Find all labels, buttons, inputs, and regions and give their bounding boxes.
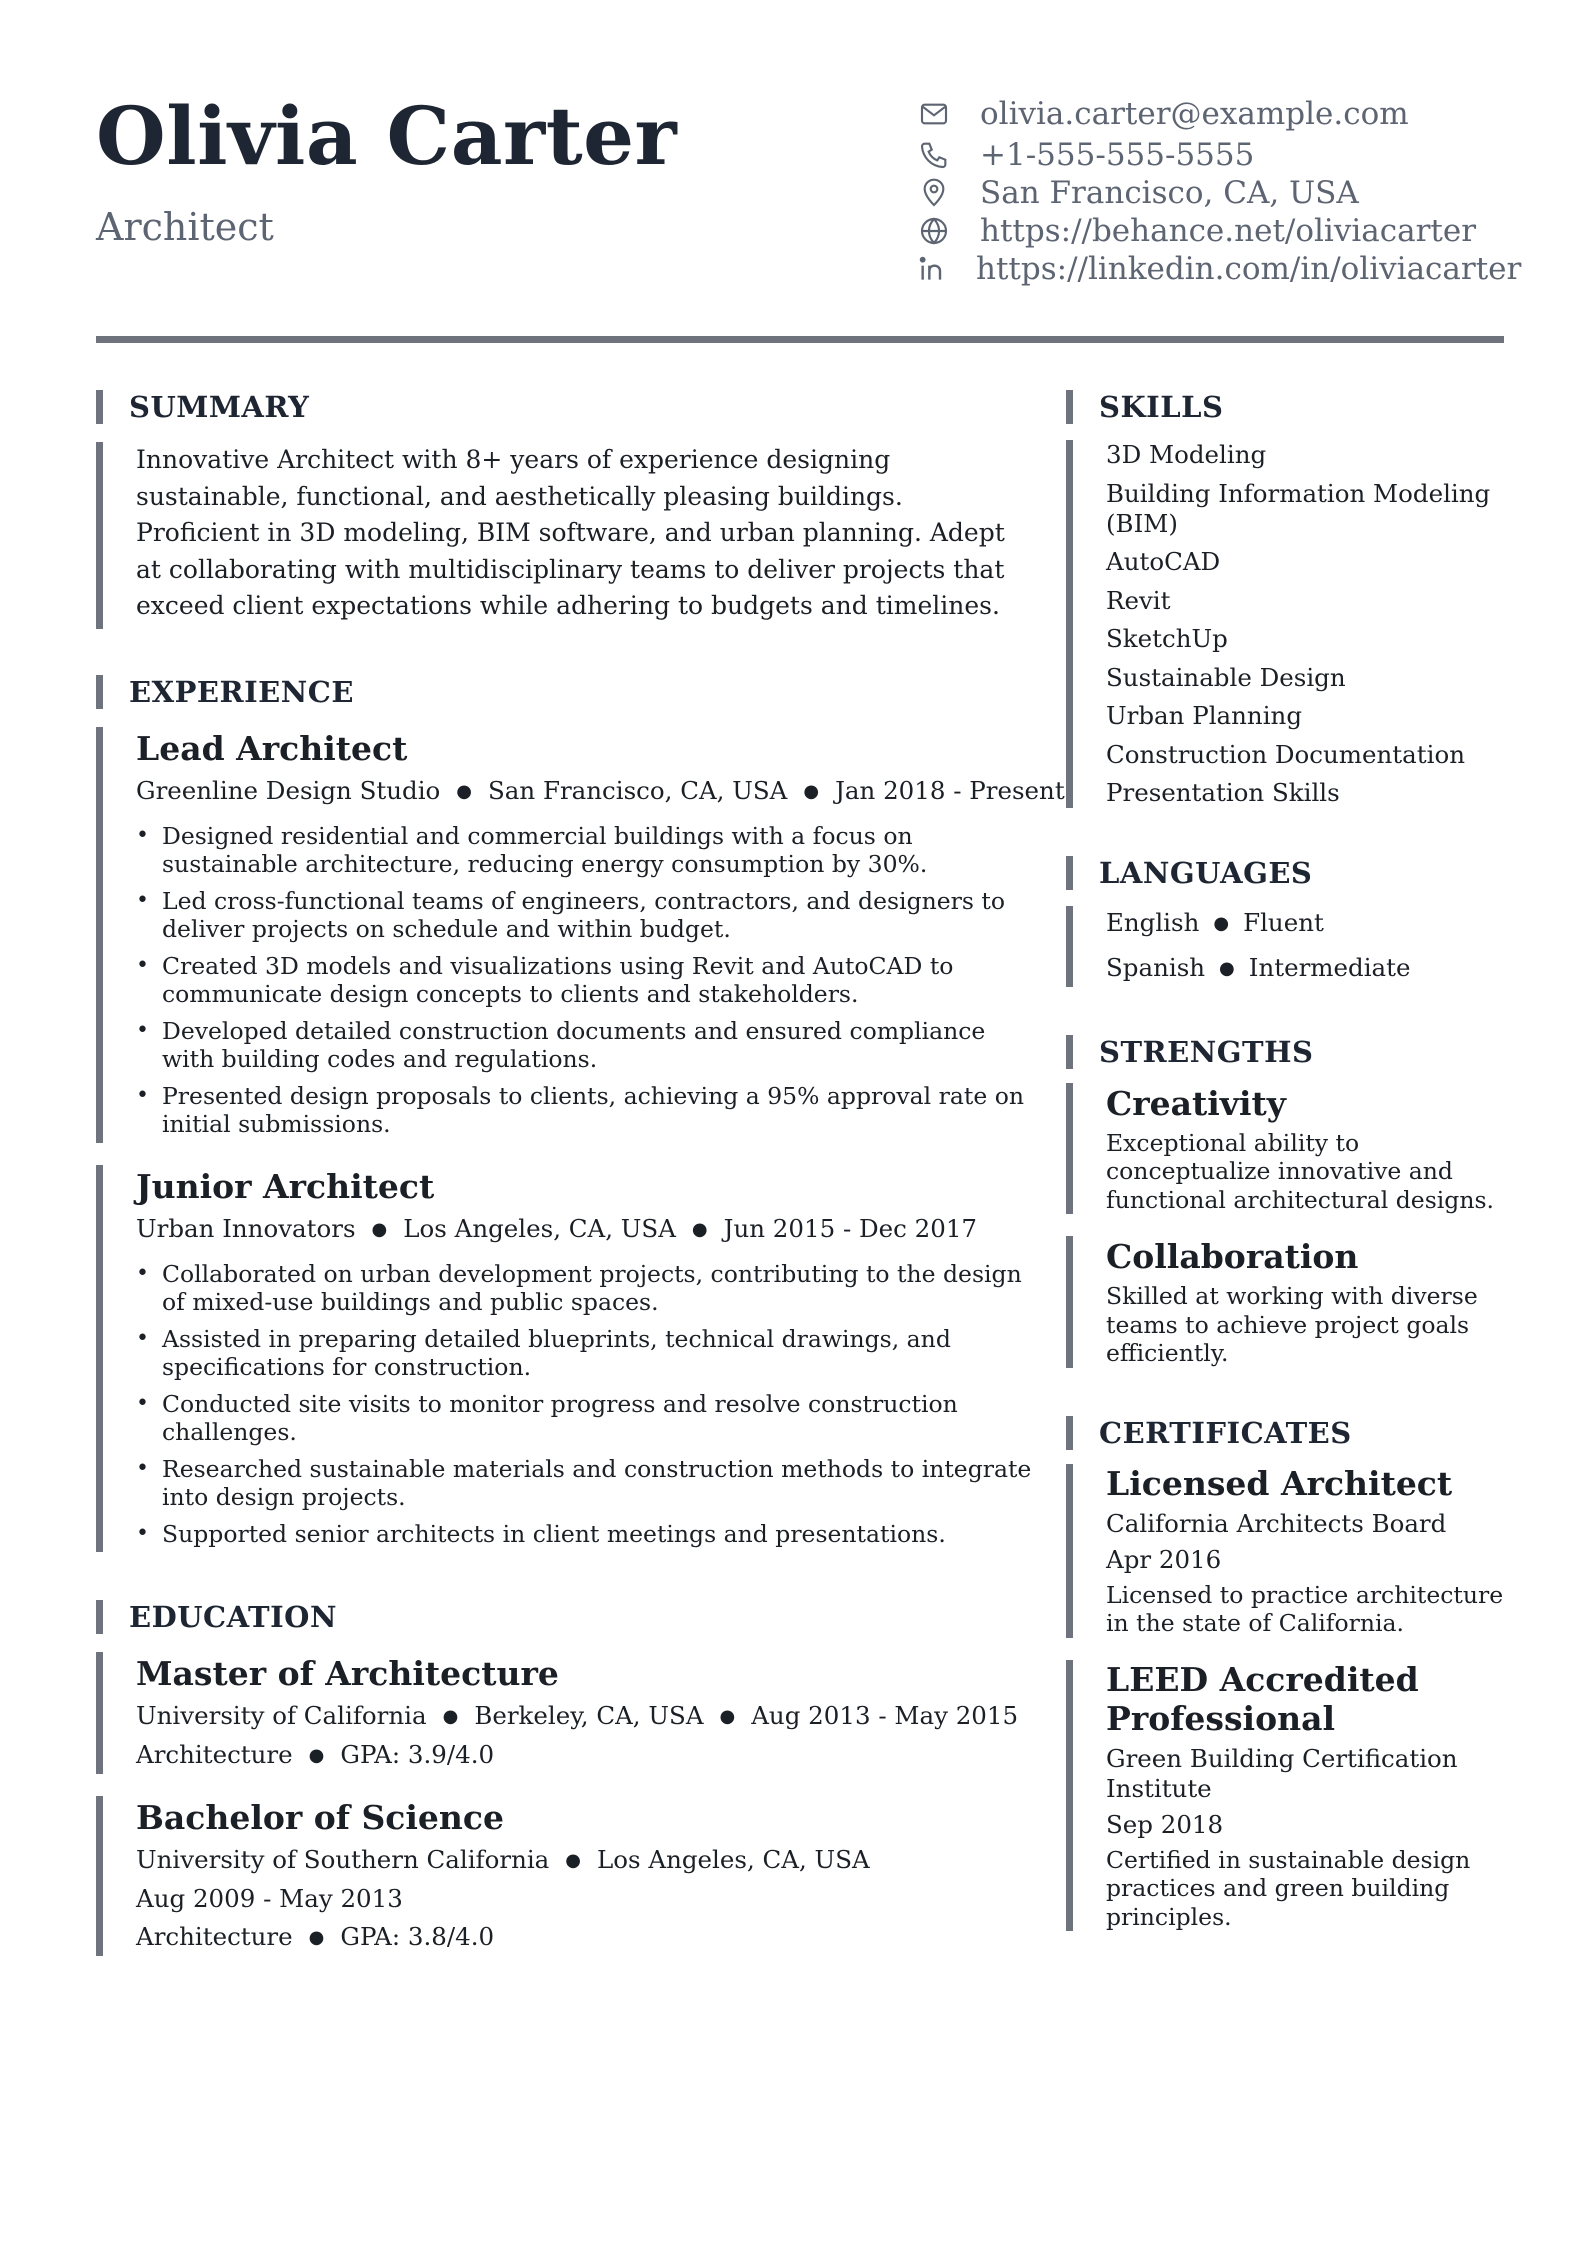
gpa: GPA: 3.9/4.0: [340, 1740, 495, 1769]
strength-description: Skilled at working with diverse teams to achieve project goals efficiently.: [1106, 1282, 1478, 1367]
language-item: [1106, 951, 1506, 987]
job-meta: [136, 773, 1065, 810]
contact-linkedin[interactable]: [916, 250, 1522, 288]
section-title: STRENGTHS: [1099, 1034, 1314, 1069]
skills-list: [1066, 440, 1506, 808]
gpa: GPA: 3.8/4.0: [340, 1922, 495, 1951]
skill-item: Revit: [1106, 585, 1171, 615]
language-level: Fluent: [1243, 908, 1324, 937]
language-name: Spanish: [1106, 952, 1206, 982]
summary-text: Innovative Architect with 8+ years of experience designing sustainable, functional, and aesthetically pleasing buildings. Proficient in 3D modeling, BIM software, and urban planning. Adept at collaborating with multidisciplinary teams to deliver projects that exceed client expectations while adhering to budgets and timelines.: [136, 445, 1005, 620]
education-dates: Aug 2009 - May 2013: [136, 1884, 403, 1913]
job-location: San Francisco, CA, USA: [488, 775, 788, 805]
job-meta: [136, 1211, 1026, 1248]
contact-list: [916, 95, 1522, 288]
certificate-date: Apr 2016: [1106, 1544, 1222, 1574]
skill-item: Presentation Skills: [1106, 778, 1340, 807]
education-entry: [96, 1796, 1026, 1956]
job-entry: [96, 727, 1065, 1143]
separator-dot: ●: [719, 1706, 736, 1727]
job-title: Junior Architect: [136, 1166, 435, 1206]
company-name: Greenline Design Studio: [136, 775, 441, 805]
job-bullets: [136, 822, 1036, 1139]
contact-phone[interactable]: [916, 136, 1516, 174]
skill-item: SketchUp: [1106, 624, 1228, 653]
mail-icon: [916, 96, 952, 132]
main-column: [96, 390, 1065, 1956]
list-item: • Developed detailed construction documents and ensured compliance with building codes and regulations.: [136, 1017, 1036, 1074]
list-item: • Researched sustainable materials and construction methods to integrate into design projects.: [136, 1455, 1036, 1512]
list-item: • Conducted site visits to monitor progress and resolve construction challenges.: [136, 1390, 1036, 1447]
education-heading: [96, 1600, 1026, 1634]
section-title: CERTIFICATES: [1099, 1415, 1352, 1450]
strength-entry: [1066, 1083, 1506, 1215]
email-text[interactable]: olivia.carter@example.com: [980, 96, 1409, 132]
contact-website[interactable]: [916, 212, 1516, 250]
job-location: Los Angeles, CA, USA: [403, 1213, 676, 1243]
summary-heading: [96, 390, 1026, 424]
school-location: Berkeley, CA, USA: [474, 1701, 704, 1730]
separator-dot: ●: [442, 1706, 459, 1727]
certificate-date: Sep 2018: [1106, 1809, 1224, 1839]
location-icon: [916, 175, 952, 211]
contact-location: [916, 174, 1516, 212]
separator-dot: ●: [308, 1927, 325, 1948]
certificate-entry: [1066, 1660, 1506, 1932]
skill-item: Building Information Modeling (BIM): [1106, 478, 1491, 538]
heading-marker: [1066, 1035, 1073, 1069]
section-title: EDUCATION: [129, 1600, 337, 1634]
certificate-description: Licensed to practice architecture in the state of California.: [1106, 1580, 1504, 1637]
school-location: Los Angeles, CA, USA: [597, 1845, 870, 1874]
heading-marker: [1066, 1416, 1073, 1450]
skills-heading: [1066, 390, 1506, 424]
separator-dot: ●: [803, 780, 820, 802]
field-of-study: Architecture: [136, 1740, 293, 1769]
experience-heading: [96, 675, 1026, 709]
certificate-entry: [1066, 1464, 1506, 1638]
heading-marker: [96, 390, 103, 424]
skill-item: Sustainable Design: [1106, 662, 1346, 692]
separator-dot: ●: [691, 1218, 708, 1240]
languages-heading: [1066, 856, 1506, 890]
list-item: • Designed residential and commercial buildings with a focus on sustainable architecture, reducing energy consumption by 30%.: [136, 822, 1036, 879]
heading-marker: [1066, 390, 1073, 424]
section-title: LANGUAGES: [1099, 856, 1313, 890]
list-item: • Supported senior architects in client meetings and presentations.: [136, 1520, 1036, 1549]
certificate-issuer: Green Building Certification Institute: [1106, 1743, 1458, 1803]
field-of-study: Architecture: [136, 1922, 293, 1951]
section-title: SUMMARY: [129, 390, 310, 424]
job-dates: Jan 2018 - Present: [835, 775, 1065, 805]
separator-dot: ●: [308, 1745, 325, 1766]
list-item: • Presented design proposals to clients, achieving a 95% approval rate on initial submissions.: [136, 1082, 1036, 1139]
certificate-description: Certified in sustainable design practices and green building principles.: [1106, 1845, 1471, 1931]
section-title: EXPERIENCE: [129, 674, 354, 709]
separator-dot: ●: [1219, 957, 1235, 979]
contact-email[interactable]: [916, 95, 1516, 133]
resume-header: [96, 89, 1522, 300]
separator-dot: ●: [1213, 913, 1230, 934]
certificates-heading: [1066, 1416, 1506, 1450]
job-title: Lead Architect: [136, 728, 408, 768]
education-details: [136, 1737, 1026, 1774]
skill-item: 3D Modeling: [1106, 440, 1267, 469]
strength-entry: [1066, 1236, 1506, 1368]
skill-item: Construction Documentation: [1106, 739, 1465, 769]
candidate-role: Architect: [96, 205, 274, 249]
languages-list: [1066, 906, 1506, 987]
education-details: [136, 1919, 1026, 1956]
job-entry: [96, 1165, 1032, 1553]
language-name: English: [1106, 908, 1200, 937]
degree-title: Bachelor of Science: [136, 1798, 505, 1837]
certificate-issuer: California Architects Board: [1106, 1508, 1447, 1538]
heading-marker: [96, 675, 103, 709]
linkedin-link[interactable]: https://linkedin.com/in/oliviacarter: [976, 251, 1522, 287]
list-item: • Created 3D models and visualizations using Revit and AutoCAD to communicate design concepts to clients and stakeholders.: [136, 952, 1036, 1009]
language-item: [1106, 906, 1506, 942]
sidebar-column: [1066, 390, 1506, 1931]
separator-dot: ●: [456, 780, 472, 802]
location-text: San Francisco, CA, USA: [980, 175, 1359, 211]
heading-marker: [96, 1600, 103, 1634]
section-title: SKILLS: [1099, 390, 1224, 424]
strength-description: Exceptional ability to conceptualize innovative and functional architectural designs.: [1106, 1128, 1494, 1214]
company-name: Urban Innovators: [136, 1213, 356, 1243]
list-item: • Assisted in preparing detailed blueprints, technical drawings, and specifications for construction.: [136, 1325, 1036, 1382]
separator-dot: ●: [565, 1850, 582, 1871]
strength-title: Creativity: [1106, 1083, 1286, 1123]
school-name: University of Southern California: [136, 1845, 550, 1874]
certificate-title: LEED Accredited Professional: [1106, 1659, 1419, 1738]
job-dates: Jun 2015 - Dec 2017: [723, 1213, 978, 1243]
education-entry: [96, 1652, 1026, 1774]
summary-section: [96, 442, 1026, 629]
phone-text[interactable]: +1-555-555-5555: [980, 137, 1255, 173]
school-name: University of California: [136, 1701, 427, 1730]
education-meta: [136, 1842, 1026, 1879]
website-link[interactable]: https://behance.net/oliviacarter: [980, 213, 1477, 249]
separator-dot: ●: [371, 1218, 388, 1240]
skill-item: Urban Planning: [1106, 701, 1302, 730]
candidate-name: Olivia Carter: [96, 89, 678, 183]
list-item: • Collaborated on urban development projects, contributing to the design of mixed-use buildings and public spaces.: [136, 1260, 1036, 1317]
strength-title: Collaboration: [1106, 1237, 1359, 1276]
linkedin-icon: [916, 251, 948, 287]
phone-icon: [916, 137, 952, 173]
strengths-heading: [1066, 1035, 1506, 1069]
language-level: Intermediate: [1248, 952, 1411, 982]
degree-title: Master of Architecture: [136, 1654, 559, 1693]
education-dates: Aug 2013 - May 2015: [751, 1701, 1019, 1730]
education-meta: [136, 1698, 1026, 1735]
heading-marker: [1066, 856, 1073, 890]
skill-item: AutoCAD: [1106, 547, 1221, 576]
job-bullets: [136, 1260, 1036, 1549]
header-divider: [96, 336, 1504, 343]
list-item: • Led cross-functional teams of engineers, contractors, and designers to deliver projects on schedule and within budget.: [136, 887, 1036, 944]
certificate-title: Licensed Architect: [1106, 1463, 1453, 1503]
globe-icon: [916, 213, 952, 249]
